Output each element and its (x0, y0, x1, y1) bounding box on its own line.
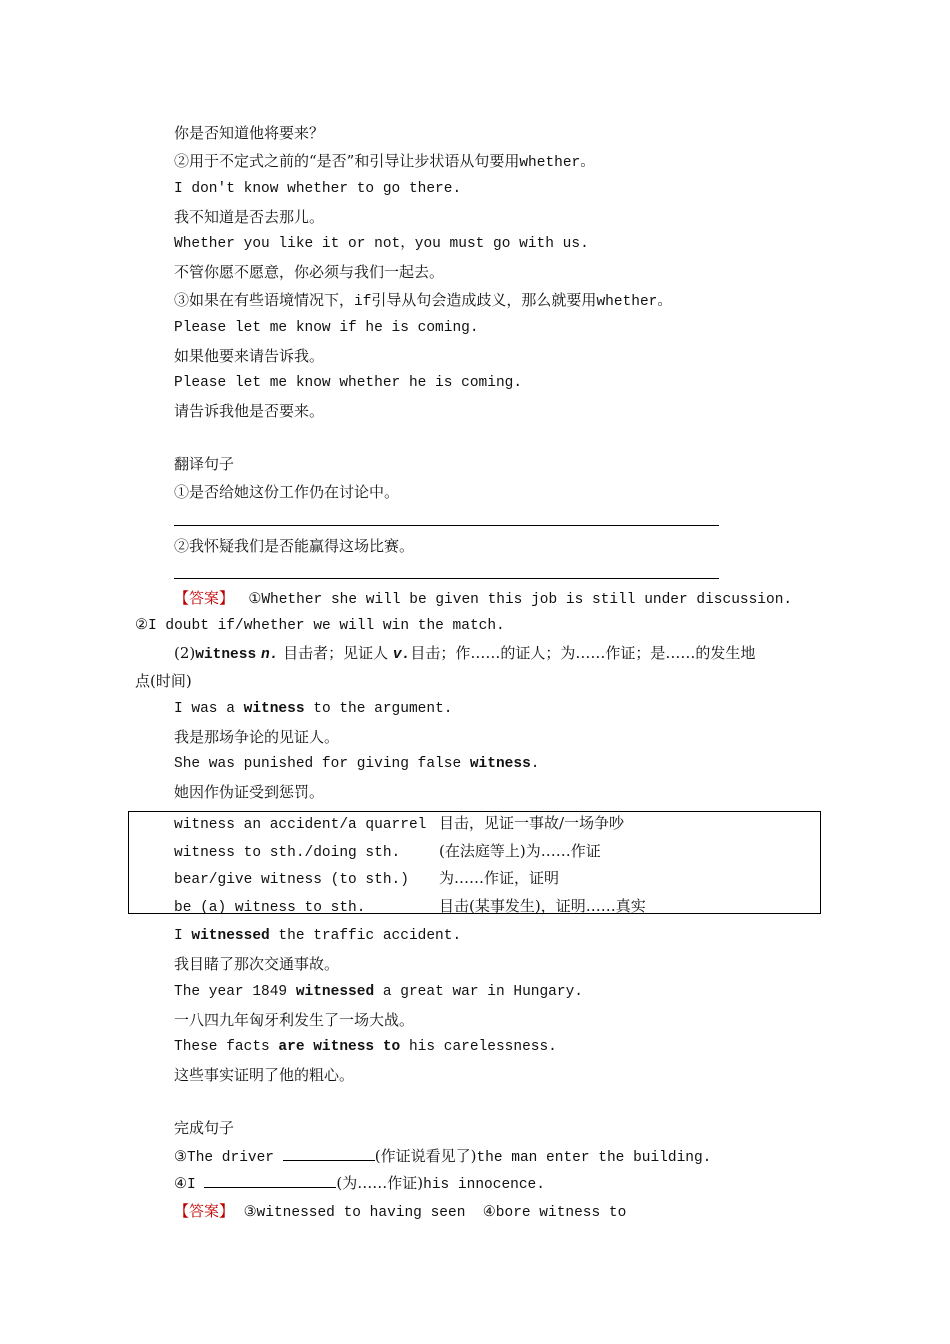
example-cn: 一八四九年匈牙利发生了一场大战。 (174, 1011, 415, 1029)
phrase-cn: (在法庭等上)为……作证 (439, 842, 601, 860)
exercise-question: ④I (为……作证)his innocence. (174, 1174, 545, 1193)
example-cn: 我目睹了那次交通事故。 (174, 955, 340, 973)
definition: 点(时间) (135, 672, 192, 690)
example-en: These facts are witness to his carelessness. (174, 1039, 557, 1055)
entry-number: (2) (174, 644, 196, 662)
example-cn: 我不知道是否去那儿。 (174, 208, 325, 226)
example-en: The year 1849 witnessed a great war in Hungary. (174, 984, 583, 1000)
definition: 目击者；见证人 (278, 644, 393, 662)
phrase-en: witness an accident/a quarrel (174, 817, 427, 833)
answer-tag: 【答案】 (174, 589, 235, 607)
example-en: Please let me know whether he is coming. (174, 375, 523, 391)
part-of-speech: n. (260, 647, 279, 663)
example-cn: 如果他要来请告诉我。 (174, 347, 325, 365)
phrase-row (174, 841, 601, 863)
exercise-question: ①是否给她这份工作仍在讨论中。 (174, 483, 400, 501)
example-en: I don't know whether to go there. (174, 181, 462, 197)
answer-tag: 【答案】 (174, 1202, 235, 1220)
answer-row (174, 588, 792, 610)
example-en: I witnessed the traffic accident. (174, 928, 462, 944)
example-cn: 请告诉我他是否要来。 (174, 402, 325, 420)
phrase-en: be (a) witness to sth. (174, 900, 366, 916)
example-en: Whether you like it or not，you must go with us. (174, 236, 589, 252)
exercise-heading: 翻译句子 (174, 455, 235, 473)
phrase-cn: 目击(某事发生)，证明……真实 (439, 897, 646, 915)
example-cn: 不管你愿不愿意，你必须与我们一起去。 (174, 263, 445, 281)
rule-note-keyword: whether。 (596, 294, 672, 310)
fill-blank (204, 1173, 336, 1188)
phrase-cn: 目击，见证一事故/一场争吵 (439, 814, 625, 832)
example-en: I was a witness to the argument. (174, 701, 453, 717)
example-en: She was punished for giving false witness. (174, 756, 540, 772)
rule-note-2 (174, 151, 595, 173)
answer-line (174, 578, 719, 579)
chinese-line: 你是否知道他将要来？ (174, 124, 325, 142)
exercise-question: ③The driver (作证说看见了)the man enter the building. (174, 1147, 712, 1166)
rule-note-text: ②用于不定式之前的“是否”和引导让步状语从句要用 (174, 152, 520, 170)
phrase-cn: 为……作证，证明 (439, 869, 560, 887)
example-cn: 她因作伪证受到惩罚。 (174, 783, 325, 801)
phrase-en: witness to sth./doing sth. (174, 845, 401, 861)
example-cn: 我是那场争论的见证人。 (174, 728, 340, 746)
example-cn: 这些事实证明了他的粗心。 (174, 1066, 355, 1084)
rule-note-keyword: whether。 (519, 155, 595, 171)
exercise-heading: 完成句子 (174, 1119, 235, 1137)
headword: witness (195, 647, 257, 663)
rule-note-text: 引导从句会造成歧义，那么就要用 (371, 291, 597, 309)
answer-row (174, 1201, 626, 1223)
phrase-row (174, 896, 646, 918)
vocab-entry-witness (174, 643, 755, 665)
answer-text: ③witnessed to having seen ④bore witness to (243, 1205, 627, 1221)
phrase-en: bear/give witness (to sth.) (174, 872, 409, 888)
example-en: Please let me know if he is coming. (174, 320, 479, 336)
rule-note-text: ③如果在有些语境情况下， (174, 291, 355, 309)
phrase-box (128, 811, 821, 914)
fill-blank (283, 1146, 375, 1161)
part-of-speech: v. (392, 647, 411, 663)
answer-text: ②I doubt if/whether we will win the match. (135, 618, 505, 634)
exercise-question: ②我怀疑我们是否能赢得这场比赛。 (174, 537, 415, 555)
phrase-row (174, 813, 624, 835)
rule-note-keyword: if (354, 294, 372, 310)
answer-line (174, 525, 719, 526)
answer-text: ①Whether she will be given this job is still under discussion. (248, 592, 793, 608)
rule-note-3 (174, 290, 672, 312)
definition: 目击；作……的证人；为……作证；是……的发生地 (410, 644, 756, 662)
phrase-row (174, 868, 559, 890)
